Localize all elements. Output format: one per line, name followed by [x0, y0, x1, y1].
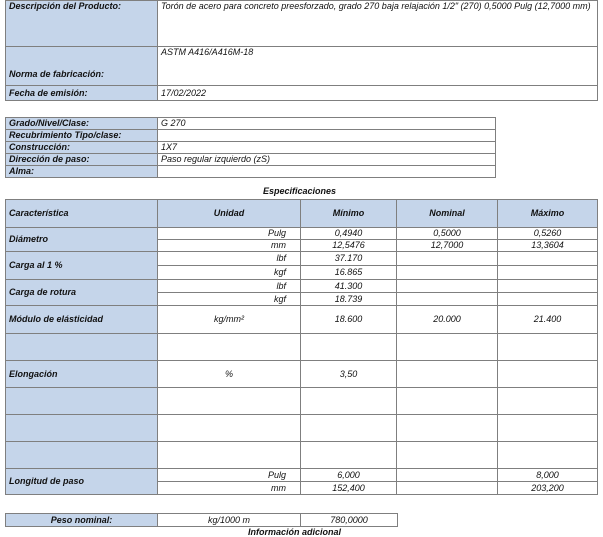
rotura-unit-kgf: kgf	[158, 293, 301, 306]
carga1-unit-lbf: lbf	[158, 252, 301, 266]
diametro-max-pulg: 0,5260	[498, 228, 598, 240]
blank-cell	[301, 442, 397, 469]
blank-label-row	[6, 442, 158, 469]
elongacion-min: 3,50	[301, 361, 397, 388]
footer-partial-title: Información adicional	[248, 527, 342, 537]
diametro-min-pulg: 0,4940	[301, 228, 397, 240]
header-unidad: Unidad	[158, 200, 301, 228]
carga1-unit-kgf: kgf	[158, 266, 301, 280]
longitud-unit-pulg: Pulg	[158, 469, 301, 482]
longitud-unit-mm: mm	[158, 482, 301, 495]
diametro-unit-mm: mm	[158, 240, 301, 252]
elongacion-nom	[397, 361, 498, 388]
header-caracteristica: Característica	[6, 200, 158, 228]
product-info-table	[5, 0, 598, 101]
rotura-min-lbf: 41.300	[301, 280, 397, 293]
blank-label-row	[6, 388, 158, 415]
fecha-value: 17/02/2022	[158, 86, 598, 101]
recubrimiento-value	[158, 130, 496, 142]
attributes-table	[5, 117, 496, 178]
rotura-max-lbf	[498, 280, 598, 293]
elongacion-unit: %	[158, 361, 301, 388]
rotura-unit-lbf: lbf	[158, 280, 301, 293]
peso-value: 780,0000	[301, 514, 398, 527]
diametro-unit-pulg: Pulg	[158, 228, 301, 240]
fecha-label: Fecha de emisión:	[6, 86, 158, 101]
blank-cell	[498, 442, 598, 469]
blank-cell	[301, 334, 397, 361]
rotura-max-kgf	[498, 293, 598, 306]
longitud-label: Longitud de paso	[6, 469, 158, 495]
modulo-label: Módulo de elásticidad	[6, 306, 158, 334]
alma-value	[158, 166, 496, 178]
specs-table	[5, 199, 598, 495]
blank-cell	[158, 415, 301, 442]
carga1-nom-kgf	[397, 266, 498, 280]
norma-value: ASTM A416/A416M-18	[158, 47, 598, 86]
specs-title: Especificaciones	[263, 186, 337, 196]
carga1-label: Carga al 1 %	[6, 252, 158, 280]
carga1-max-kgf	[498, 266, 598, 280]
blank-cell	[498, 415, 598, 442]
construccion-label: Construcción:	[6, 142, 158, 154]
longitud-min-pulg: 6,000	[301, 469, 397, 482]
blank-cell	[397, 415, 498, 442]
blank-cell	[158, 442, 301, 469]
blank-cell	[301, 415, 397, 442]
blank-cell	[158, 388, 301, 415]
diametro-min-mm: 12,5476	[301, 240, 397, 252]
longitud-nom-mm	[397, 482, 498, 495]
header-maximo: Máximo	[498, 200, 598, 228]
longitud-max-mm: 203,200	[498, 482, 598, 495]
blank-label-row	[6, 415, 158, 442]
peso-table	[5, 513, 398, 527]
modulo-nom: 20.000	[397, 306, 498, 334]
diametro-max-mm: 13,3604	[498, 240, 598, 252]
longitud-nom-pulg	[397, 469, 498, 482]
blank-cell	[301, 388, 397, 415]
peso-label: Peso nominal:	[6, 514, 158, 527]
blank-cell	[397, 388, 498, 415]
blank-cell	[498, 388, 598, 415]
modulo-max: 21.400	[498, 306, 598, 334]
rotura-nom-kgf	[397, 293, 498, 306]
blank-label-row	[6, 334, 158, 361]
construccion-value: 1X7	[158, 142, 496, 154]
grado-label: Grado/Nivel/Clase:	[6, 118, 158, 130]
rotura-nom-lbf	[397, 280, 498, 293]
carga1-max-lbf	[498, 252, 598, 266]
alma-label: Alma:	[6, 166, 158, 178]
diametro-nom-pulg: 0,5000	[397, 228, 498, 240]
elongacion-label: Elongación	[6, 361, 158, 388]
blank-cell	[397, 442, 498, 469]
header-minimo: Mínimo	[301, 200, 397, 228]
carga1-min-kgf: 16.865	[301, 266, 397, 280]
diametro-label: Diámetro	[6, 228, 158, 252]
modulo-min: 18.600	[301, 306, 397, 334]
blank-cell	[397, 334, 498, 361]
carga1-min-lbf: 37.170	[301, 252, 397, 266]
carga1-nom-lbf	[397, 252, 498, 266]
longitud-min-mm: 152,400	[301, 482, 397, 495]
blank-cell	[498, 334, 598, 361]
rotura-min-kgf: 18.739	[301, 293, 397, 306]
longitud-max-pulg: 8,000	[498, 469, 598, 482]
grado-value: G 270	[158, 118, 496, 130]
elongacion-max	[498, 361, 598, 388]
descripcion-label: Descripción del Producto:	[6, 1, 158, 47]
modulo-unit: kg/mm²	[158, 306, 301, 334]
header-nominal: Nominal	[397, 200, 498, 228]
descripcion-value: Torón de acero para concreto preesforzado, grado 270 baja relajación 1/2" (270) 0,5000 Pulg (12,7000 mm)	[158, 1, 598, 47]
blank-cell	[158, 334, 301, 361]
rotura-label: Carga de rotura	[6, 280, 158, 306]
diametro-nom-mm: 12,7000	[397, 240, 498, 252]
norma-label: Norma de fabricación:	[6, 47, 158, 86]
direccion-label: Dirección de paso:	[6, 154, 158, 166]
peso-unit: kg/1000 m	[158, 514, 301, 527]
recubrimiento-label: Recubrimiento Tipo/clase:	[6, 130, 158, 142]
direccion-value: Paso regular izquierdo (zS)	[158, 154, 496, 166]
